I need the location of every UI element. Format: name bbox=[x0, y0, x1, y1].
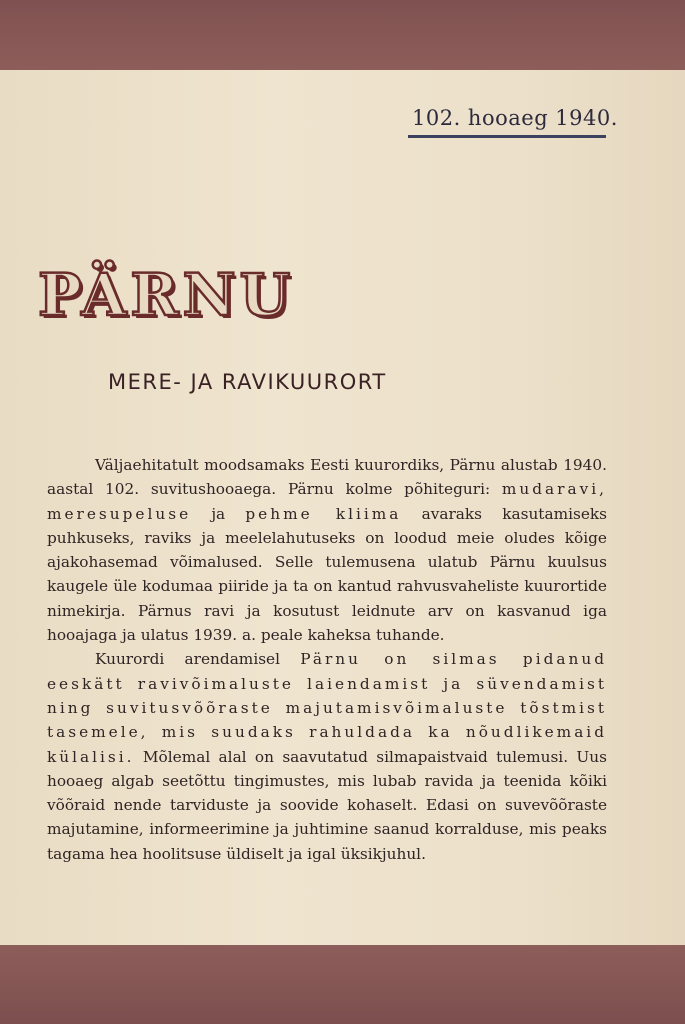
paragraph-1 bbox=[47, 453, 607, 647]
paragraph-1-spaced-d: pehme kliima bbox=[245, 504, 402, 523]
paragraph-1-text-c: ja bbox=[191, 504, 246, 523]
paragraph-2-spaced-b: Pärnu on silmas pidanud eeskätt ravivõimaluste laiendamist ja süvendamist ning suvitusvõõraste majutamisvõimaluste tõstmist tasemele, mis suudaks rahuldada ka nõudlikemaid külalisi. bbox=[47, 650, 607, 766]
paragraph-2-text-c: Mõlemal alal on saavutatud silmapaistvaid tulemusi. Uus hooaeg algab seetõttu tingimustes, mis lubab ravida ja teenida kõiki võõraid nende tarviduste ja soovide kohaselt. Edasi on suvevõõraste majutamine, informeerimine ja juhtimine saanud korralduse, mis peaks tagama hea hoolitsuse üldiselt ja igal üksikjuhul. bbox=[47, 747, 607, 863]
body-text bbox=[47, 453, 607, 866]
bottom-border-band bbox=[0, 945, 685, 1024]
paragraph-2-text-a: Kuurordi arendamisel bbox=[95, 650, 301, 669]
page-subtitle: MERE- JA RAVIKUURORT bbox=[108, 370, 387, 394]
season-label: 102. hooaeg 1940. bbox=[412, 106, 618, 130]
paragraph-1-text-e: avaraks kasutamiseks puhkuseks, raviks ja meelelahutuseks on loodud meie oludes kõige ajakohasemad võimalused. Selle tulemusena ulatub Pärnu kuulsus kaugele üle kodumaa piiride ja ta on kantud rahvusvaheliste kuurortide nimekirja. Pärnus ravi ja kosutust leidnute arv on kasvanud iga hooajaga ja ulatus 1939. a. peale kaheksa tuhande. bbox=[47, 504, 607, 645]
paragraph-1-text-a: Väljaehitatult moodsamaks Eesti kuurordiks, Pärnu alustab 1940. aastal 102. suvitushooaega. Pärnu kolme põhiteguri: bbox=[47, 456, 607, 499]
season-underline bbox=[408, 135, 606, 138]
paragraph-1-spaced-b: mudaravi, meresupeluse bbox=[47, 480, 607, 523]
top-border-band bbox=[0, 0, 685, 70]
paragraph-2 bbox=[47, 647, 607, 866]
page-title: PÄRNU bbox=[38, 261, 295, 329]
